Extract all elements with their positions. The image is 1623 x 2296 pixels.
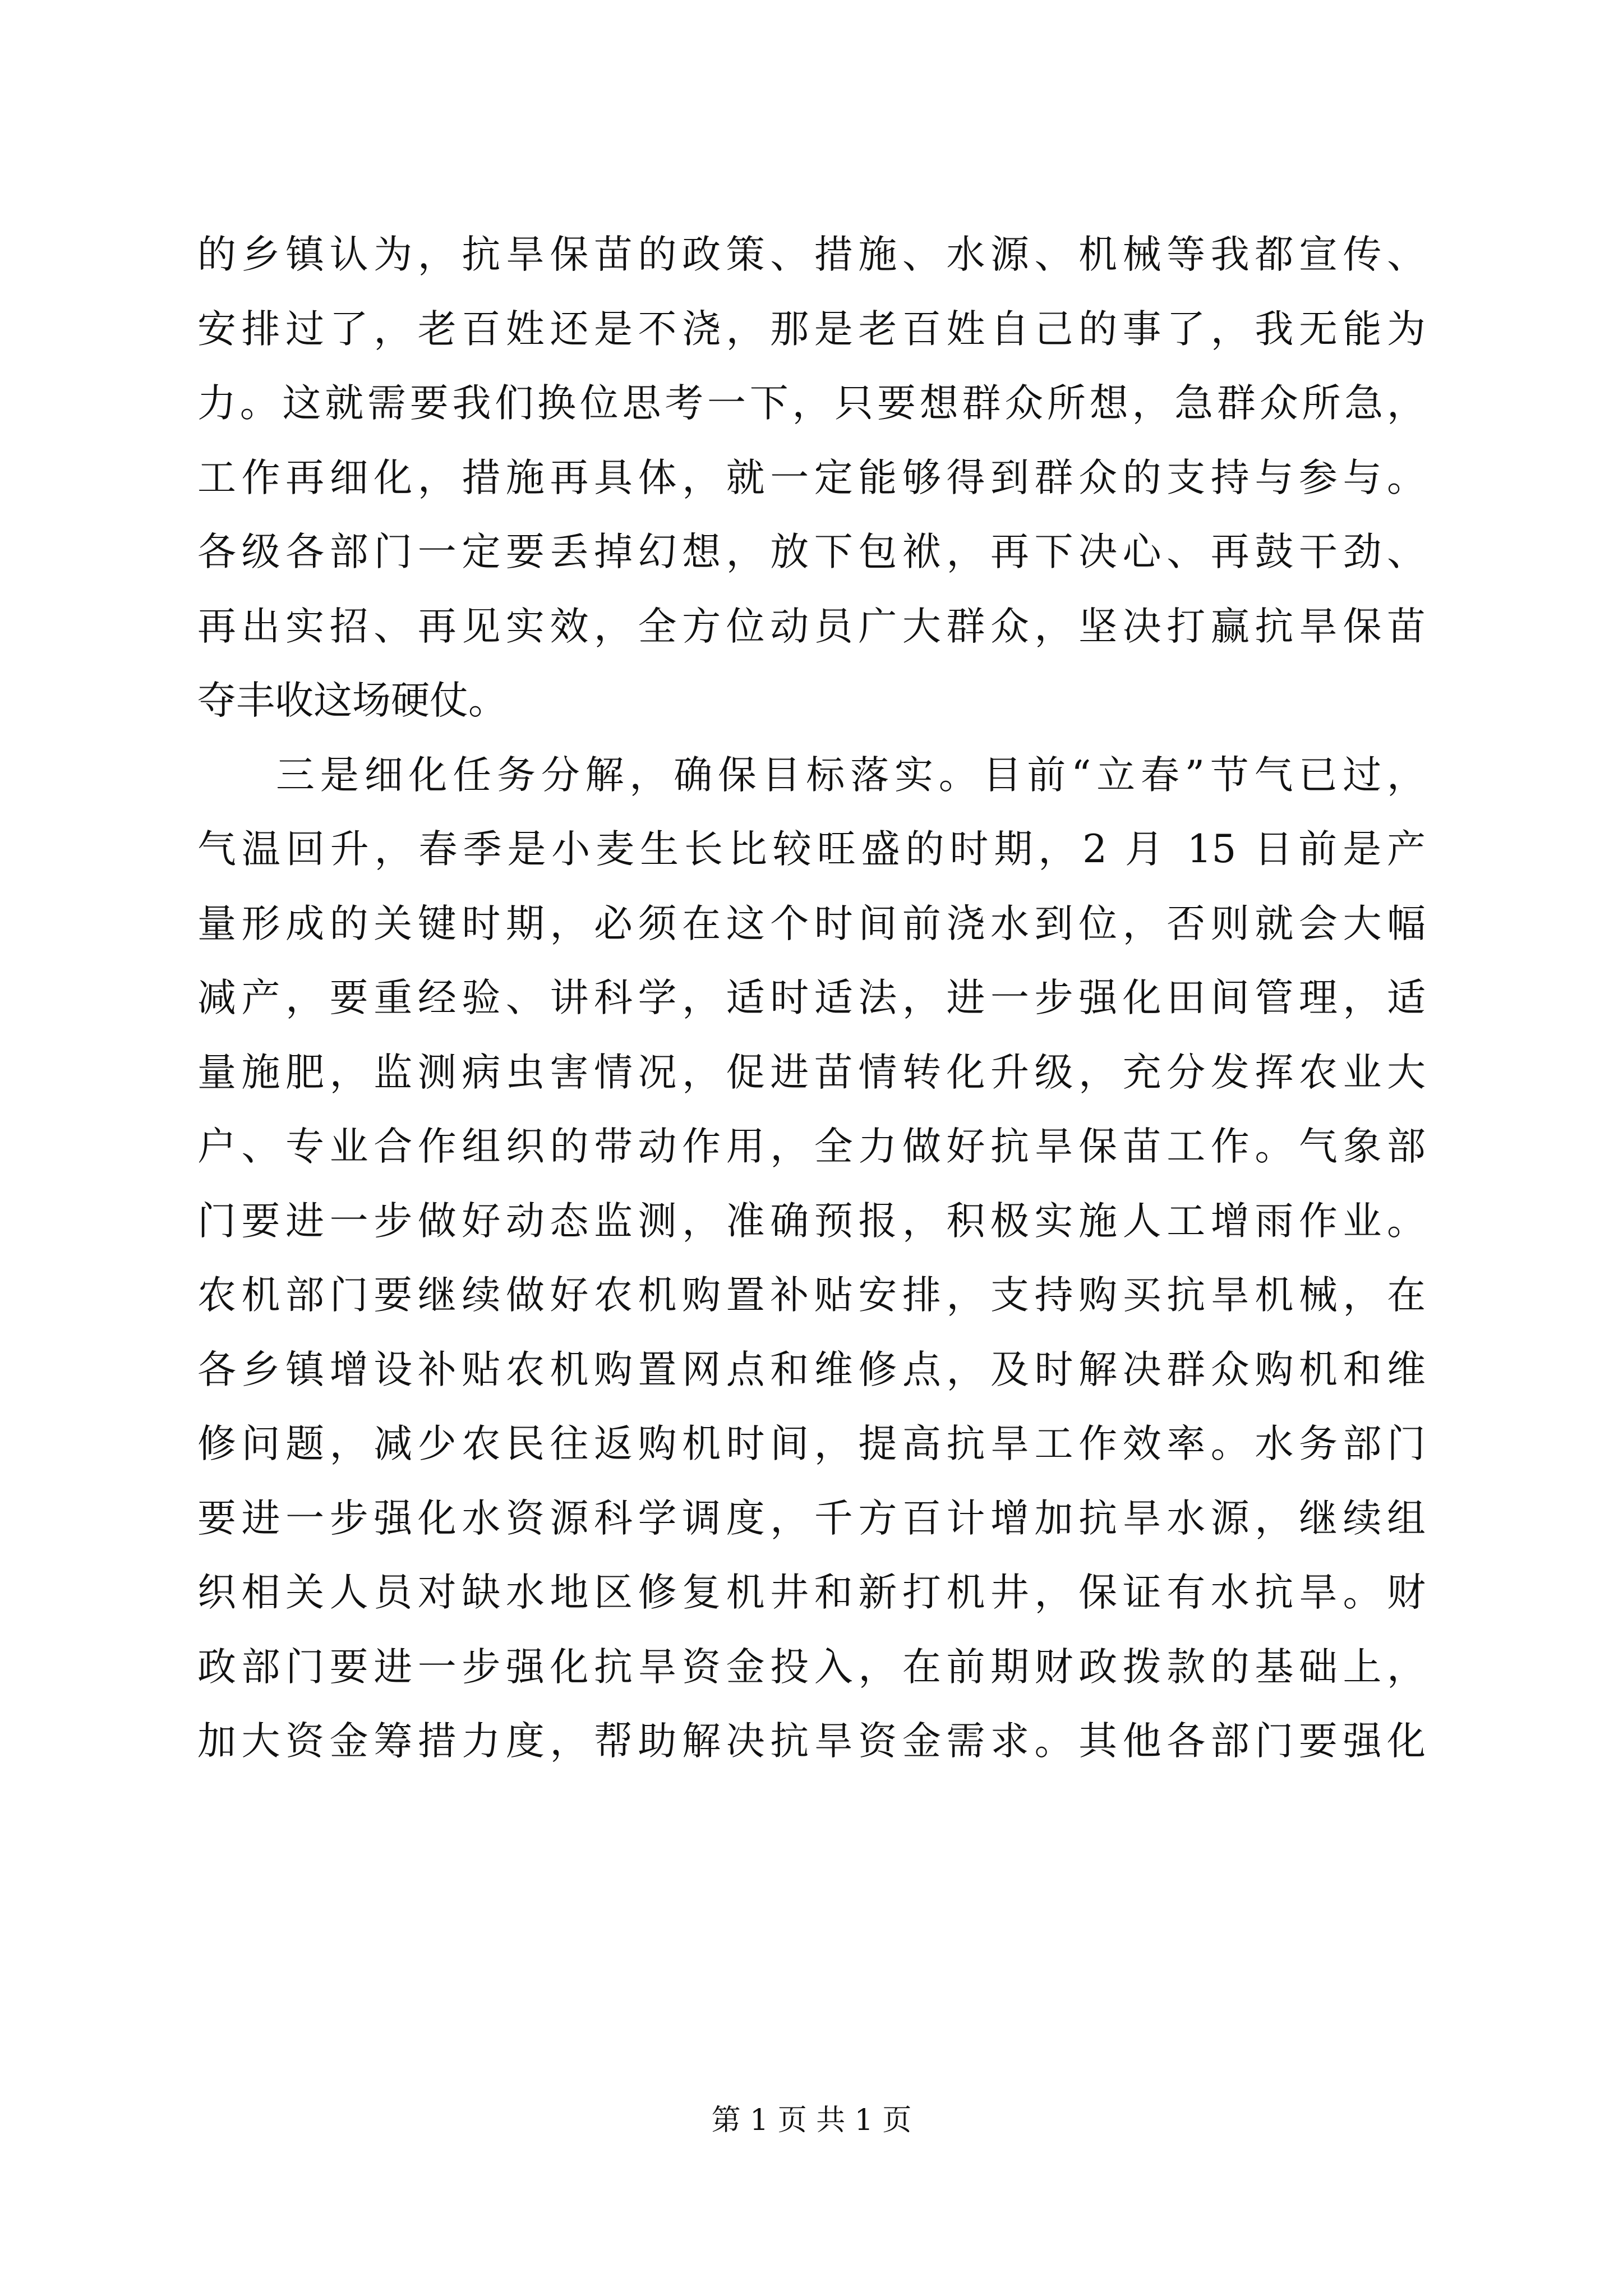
text-line: 力。这就需要我们换位思考一下，只要想群众所想，急群众所急， [197,381,1426,426]
text-line: 户、专业合作组织的带动作用，全力做好抗旱保苗工作。气象部 [197,1124,1426,1169]
paragraph-end-line: 夺丰收这场硬仗。 [197,678,507,723]
text-line: 减产，要重经验、讲科学，适时适法，进一步强化田间管理，适 [197,976,1426,1020]
text-line: 修问题，减少农民往返购机时间，提高抗旱工作效率。水务部门 [197,1421,1426,1466]
text-line: 各乡镇增设补贴农机购置网点和维修点，及时解决群众购机和维 [197,1347,1426,1392]
text-line: 政部门要进一步强化抗旱资金投入，在前期财政拨款的基础上， [197,1644,1426,1690]
text-line: 织相关人员对缺水地区修复机井和新打机井，保证有水抗旱。财 [197,1570,1426,1615]
page-number-label: 第 1 页 共 1 页 [711,2104,912,2137]
text-line: 各级各部门一定要丢掉幻想，放下包袱，再下决心、再鼓干劲、 [197,530,1426,574]
text-line: 要进一步强化水资源科学调度，千方百计增加抗旱水源，继续组 [197,1496,1426,1541]
text-line: 量形成的关键时期，必须在这个时间前浇水到位，否则就会大幅 [197,901,1426,946]
page-footer [0,2098,1623,2143]
text-line: 门要进一步做好动态监测，准确预报，积极实施人工增雨作业。 [197,1198,1426,1244]
text-line: 农机部门要继续做好农机购置补贴安排，支持购买抗旱机械，在 [197,1273,1426,1318]
paragraph-start-line: 三是细化任务分解，确保目标落实。目前“立春”节气已过， [276,752,1426,798]
text-line: 气温回升，春季是小麦生长比较旺盛的时期，2 月 15 日前是产 [197,827,1426,872]
text-line: 加大资金筹措力度，帮助解决抗旱资金需求。其他各部门要强化 [197,1719,1426,1764]
document-body [197,218,1426,1779]
text-line: 的乡镇认为，抗旱保苗的政策、措施、水源、机械等我都宣传、 [197,232,1426,277]
text-line: 再出实招、再见实效，全方位动员广大群众，坚决打赢抗旱保苗 [197,604,1426,649]
text-line: 量施肥，监测病虫害情况，促进苗情转化升级，充分发挥农业大 [197,1050,1426,1095]
text-line: 安排过了，老百姓还是不浇，那是老百姓自己的事了，我无能为 [197,306,1426,352]
text-line: 工作再细化，措施再具体，就一定能够得到群众的支持与参与。 [197,455,1426,500]
